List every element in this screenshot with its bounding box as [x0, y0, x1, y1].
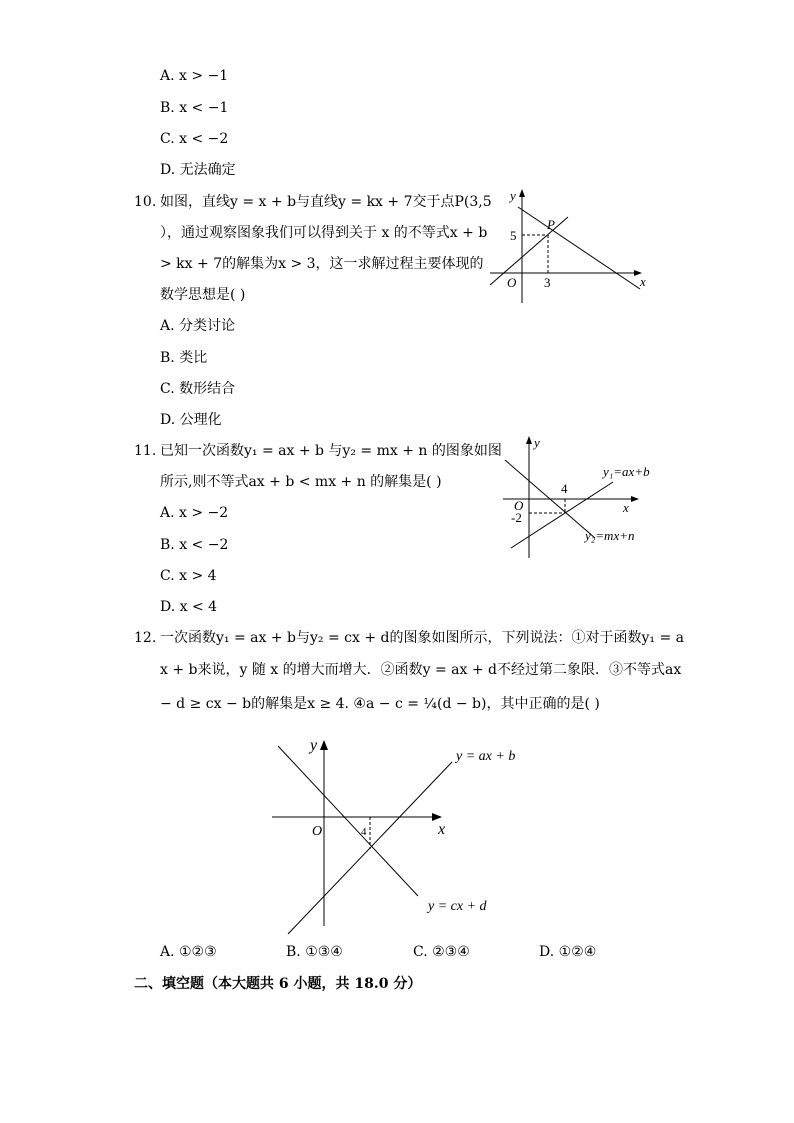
q12-origin-label: O — [312, 824, 323, 839]
q12-option-c: C. ②③④ — [413, 944, 470, 960]
section-2-heading: 二、填空题（本大题共 6 小题，共 18.0 分） — [134, 976, 422, 992]
q10-graph — [480, 185, 650, 310]
q12-line-ax-plus-b-label: y = ax + b — [456, 749, 516, 764]
q10-option-c: C. 数形结合 — [160, 381, 236, 397]
q11-number: 11. — [134, 443, 157, 459]
q12-option-d: D. ①②④ — [539, 944, 597, 960]
q11-x-arrow — [631, 496, 639, 502]
q10-x-tick-3: 3 — [544, 275, 551, 290]
q12-text-line-3: − d ≥ cx − b的解集是x ≥ 4. ④a − c = ¼(d − b)，其中正确的是( ) — [160, 696, 600, 712]
q11-graph — [495, 432, 665, 562]
q11-y-label: y — [534, 435, 540, 450]
q11-x-tick-4: 4 — [561, 481, 568, 496]
q12-x-tick-4: 4 — [361, 826, 367, 838]
q10-text-line-2: ），通过观察图象我们可以得到关于 x 的不等式x + b — [160, 225, 488, 241]
q10-option-b: B. 类比 — [160, 350, 208, 366]
q11-line-y2-label: y₂=mx+n — [585, 528, 635, 543]
q11-y-arrow — [526, 436, 532, 444]
q12-graph — [262, 732, 532, 942]
q11-origin-label: O — [514, 498, 524, 513]
q12-line-cx-plus-d — [278, 746, 418, 896]
q10-option-d: D. 公理化 — [160, 412, 222, 428]
q12-text-line-2: x + b来说，y 随 x 的增大而增大．②函数y = ax + d不经过第二象限．③不等式ax — [160, 662, 682, 678]
q12-option-b: B. ①③④ — [286, 944, 343, 960]
q10-line-y-kx-plus-7 — [518, 207, 640, 289]
q12-y-label: y — [310, 737, 318, 754]
q11-option-b: B. x < −2 — [160, 537, 229, 553]
q10-number: 10. — [134, 194, 157, 210]
q11-option-c: C. x > 4 — [160, 568, 217, 584]
q10-y-label: y — [510, 188, 516, 203]
q12-line-cx-plus-d-label: y = cx + d — [428, 899, 487, 914]
q10-x-label: x — [640, 274, 646, 289]
q12-y-arrow — [320, 740, 328, 750]
q10-option-a: A. 分类讨论 — [160, 318, 236, 334]
q10-origin-label: O — [507, 275, 517, 290]
q12-x-arrow — [432, 813, 442, 821]
q11-text-line-2: 所示,则不等式ax + b < mx + n 的解集是( ) — [160, 474, 442, 490]
q11-line-y1-label: y₁=ax+b — [603, 464, 650, 479]
q12-number: 12. — [134, 630, 157, 646]
q9-option-a: A. x > −1 — [160, 68, 229, 84]
q10-text-line-3: > kx + 7的解集为x > 3，这一求解过程主要体现的 — [160, 256, 484, 272]
q11-x-label: x — [623, 500, 629, 515]
q10-point-p-label: P — [547, 217, 555, 232]
q9-option-c: C. x < −2 — [160, 131, 229, 147]
q12-x-label: x — [438, 821, 446, 838]
q11-option-d: D. x < 4 — [160, 599, 218, 615]
q10-text-line-4: 数学思想是( ) — [160, 287, 246, 303]
q9-option-d: D. 无法确定 — [160, 162, 236, 178]
q10-y-tick-5: 5 — [510, 228, 517, 243]
q9-option-b: B. x < −1 — [160, 100, 229, 116]
q11-text-line-1: 已知一次函数y₁ = ax + b 与y₂ = mx + n 的图象如图 — [160, 443, 502, 459]
q10-y-arrow — [519, 189, 525, 197]
q12-text-line-1: 一次函数y₁ = ax + b与y₂ = cx + d的图象如图所示，下列说法：①对于函数y₁ = a — [160, 630, 684, 646]
q10-text-line-1: 如图，直线y = x + b与直线y = kx + 7交于点P(3,5 — [160, 194, 492, 210]
q11-y-tick-neg2: -2 — [511, 510, 522, 525]
q11-option-a: A. x > −2 — [160, 505, 229, 521]
q10-line-y-x-plus-b — [490, 217, 568, 285]
q12-option-a: A. ①②③ — [160, 944, 217, 960]
